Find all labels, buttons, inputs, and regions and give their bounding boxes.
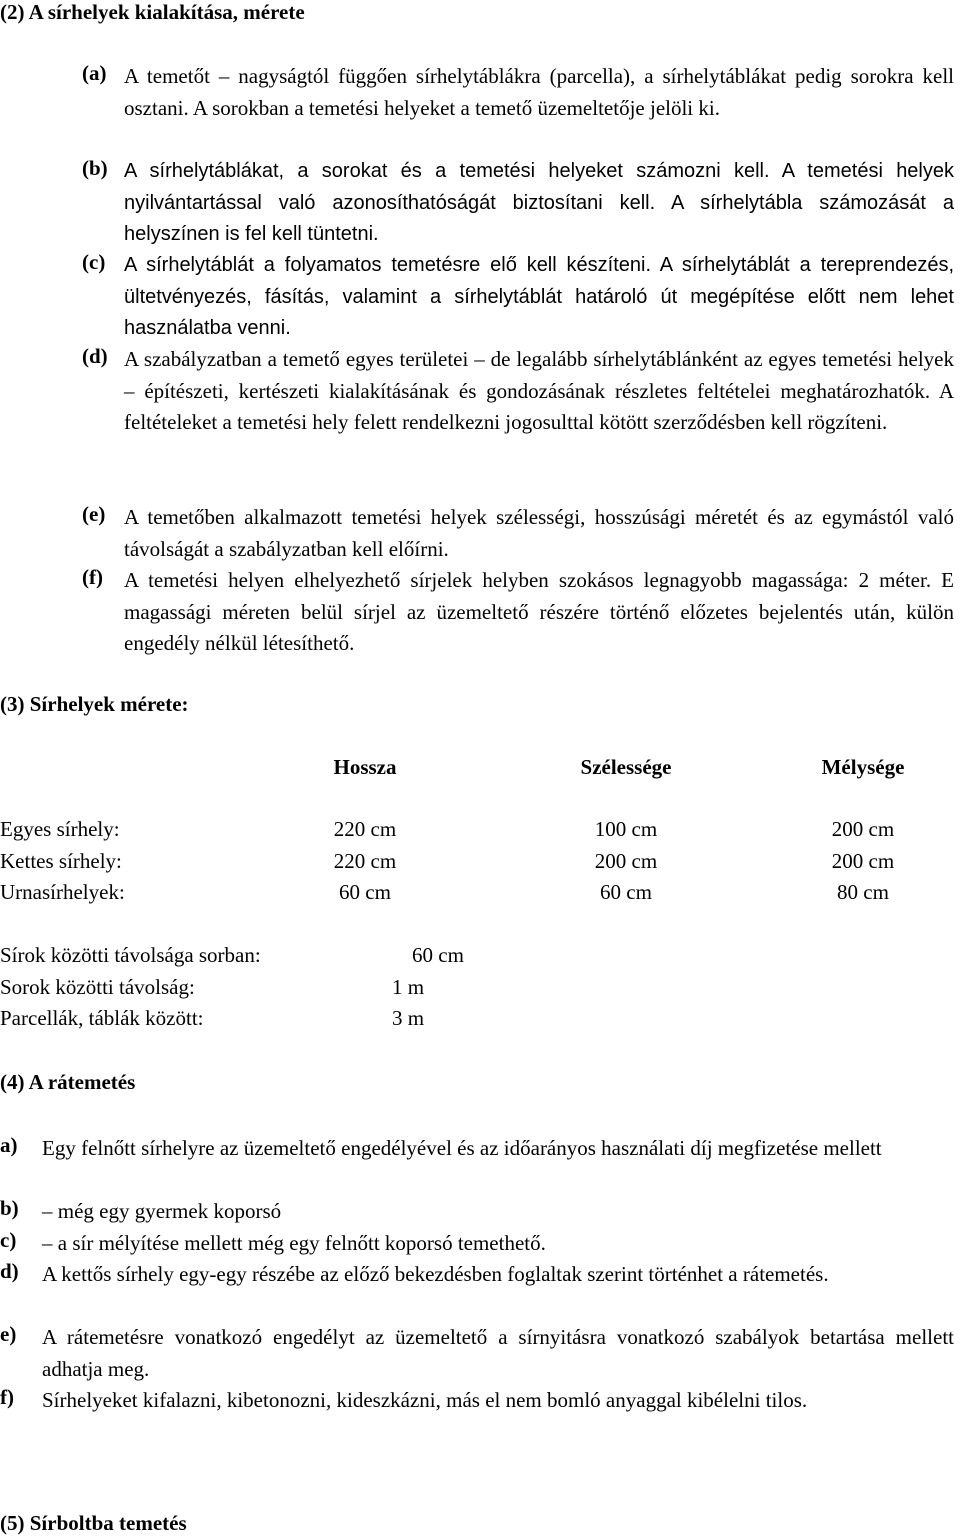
- cell-depth: 80 cm: [837, 880, 889, 904]
- item-label-4b: b): [0, 1196, 19, 1220]
- distance-value: 60 cm: [412, 943, 464, 967]
- item-label-4c: c): [0, 1228, 17, 1252]
- distance-value: 1 m: [391, 975, 425, 999]
- row-label: Egyes sírhely:: [0, 817, 120, 841]
- cell-depth: 200 cm: [831, 817, 895, 841]
- item-text-2d: A szabályzatban a temető egyes területei – de legalább sírhelytáblánként az egyes temetési helyek – építészeti, kertészeti kialakításának és gondozásának részletes feltételei meghatározhatók. A feltételeket a temetési hely felett rendelkezni jogosulttal kötött szerződésben kell rögzíteni.: [124, 347, 954, 435]
- item-text-2c: A sírhelytáblát a folyamatos temetésre elő kell készíteni. A sírhelytáblát a tereprendezés, ültetvényezés, fásítás, valamint a sírhelytáblát határoló út megépítése előtt nem lehet használatba venni.: [124, 254, 954, 340]
- item-text-4b: – még egy gyermek koporsó: [42, 1199, 282, 1223]
- section-2-title: (2) A sírhelyek kialakítása, mérete: [0, 0, 305, 24]
- distance-label: Parcellák, táblák között:: [0, 1006, 204, 1030]
- item-label-2d: (d): [82, 344, 108, 368]
- cell-width: 200 cm: [594, 849, 658, 873]
- cell-length: 220 cm: [333, 817, 397, 841]
- item-label-2b: (b): [82, 156, 108, 180]
- item-text-2b: A sírhelytáblákat, a sorokat és a temetési helyeket számozni kell. A temetési helyek nyilvántartással való azonosíthatóságát biztosítani kell. A sírhelytábla számozását a helyszínen is fel kell tüntetni.: [124, 160, 954, 246]
- item-label-4f: f): [0, 1385, 14, 1409]
- item-text-2f: A temetési helyen elhelyezhető sírjelek helyben szokásos legnagyobb magassága: 2 méter. E magassági méreten belül sírjel az üzemeltető részére történő előzetes bejelentés után, külön engedély nélkül létesíthető.: [124, 568, 954, 656]
- section-4-title: (4) A rátemetés: [0, 1070, 136, 1094]
- item-text-4c: – a sír mélyítése mellett még egy felnőtt koporsó temethető.: [42, 1231, 546, 1255]
- column-header-width: Szélessége: [580, 755, 672, 779]
- item-label-2a: (a): [82, 61, 107, 85]
- section-3-title: (3) Sírhelyek mérete:: [0, 692, 189, 716]
- cell-length: 60 cm: [339, 880, 391, 904]
- item-text-4a: Egy felnőtt sírhelyre az üzemeltető engedélyével és az időarányos használati díj megfizetése mellett: [42, 1136, 882, 1160]
- item-text-2e: A temetőben alkalmazott temetési helyek szélességi, hosszúsági méretét és az egymástól való távolságát a szabályzatban kell előírni.: [124, 505, 954, 561]
- item-text-4d: A kettős sírhely egy-egy részébe az előző bekezdésben foglaltak szerint történhet a rátemetés.: [42, 1262, 829, 1286]
- cell-depth: 200 cm: [831, 849, 895, 873]
- column-header-depth: Mélysége: [821, 755, 905, 779]
- item-label-2f: (f): [82, 565, 103, 589]
- item-text-4f: Sírhelyeket kifalazni, kibetonozni, kideszkázni, más el nem bomló anyaggal kibélelni tilos.: [42, 1388, 808, 1412]
- distance-label: Sorok közötti távolság:: [0, 975, 195, 999]
- item-label-4d: d): [0, 1259, 19, 1283]
- item-label-4a: a): [0, 1133, 18, 1157]
- cell-length: 220 cm: [333, 849, 397, 873]
- item-text-4e: A rátemetésre vonatkozó engedélyt az üzemeltető a sírnyitásra vonatkozó szabályok betartása mellett adhatja meg.: [42, 1325, 954, 1381]
- item-label-2e: (e): [82, 502, 106, 526]
- item-label-4e: e): [0, 1322, 17, 1346]
- item-text-2a: A temetőt – nagyságtól függően sírhelytáblákra (parcella), a sírhelytáblákat pedig sorokra kell osztani. A sorokban a temetési helyeket a temető üzemeltetője jelöli ki.: [124, 64, 954, 120]
- distance-value: 3 m: [391, 1006, 425, 1030]
- row-label: Kettes sírhely:: [0, 849, 122, 873]
- row-label: Urnasírhelyek:: [0, 880, 125, 904]
- section-5-title: (5) Sírboltba temetés: [0, 1511, 187, 1535]
- cell-width: 100 cm: [594, 817, 658, 841]
- cell-width: 60 cm: [600, 880, 652, 904]
- column-header-length: Hossza: [333, 755, 397, 779]
- item-label-2c: (c): [82, 250, 106, 274]
- distance-label: Sírok közötti távolsága sorban:: [0, 943, 261, 967]
